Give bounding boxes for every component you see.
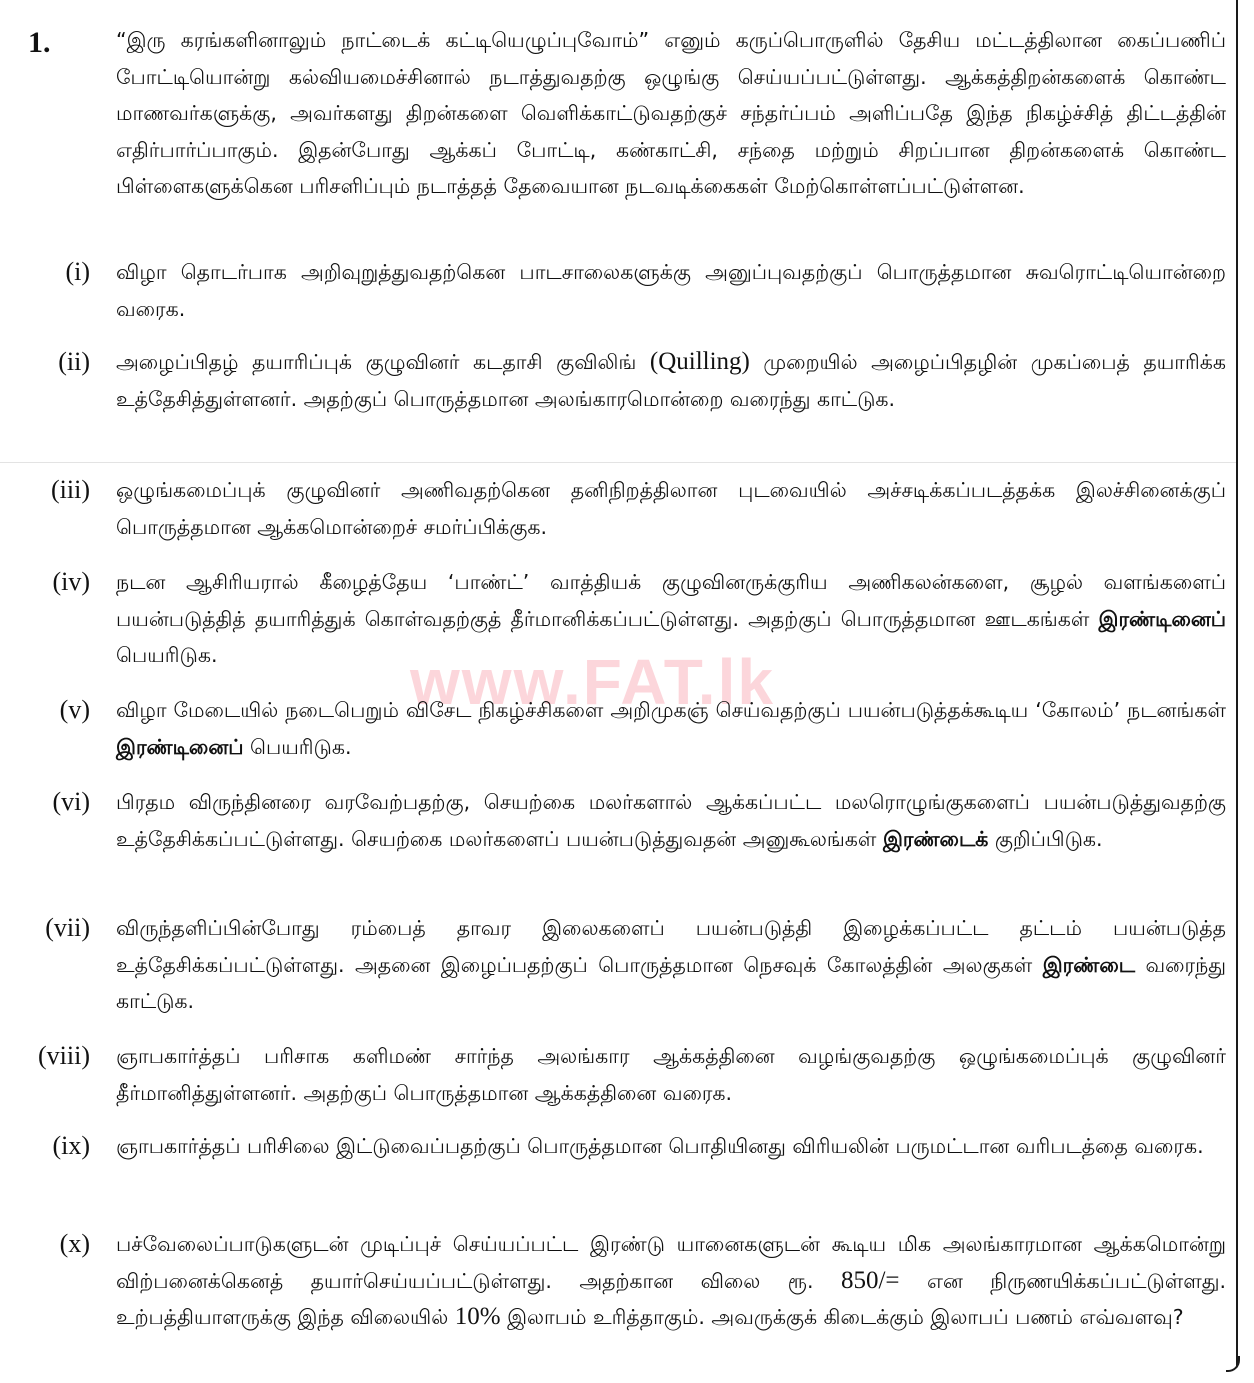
sub-question-text: விழா தொடர்பாக அறிவுறுத்துவதற்கென பாடசாலைகளுக்கு அனுப்புவதற்குப் பொருத்தமான சுவரொட்டியொன்றை வரைக. bbox=[116, 260, 1226, 321]
text-segment: குறிப்பிடுக. bbox=[988, 826, 1103, 851]
text-segment: பிரதம விருந்தினரை வரவேற்பதற்கு, செயற்கை மலர்களால் ஆக்கப்பட்ட மலரொழுங்குகளைப் பயன்படுத்துவதற்கு உத்தேசிக்கப்பட்டுள்ளது. செயற்கை மலர்களைப் பயன்படுத்துவதன் அனுகூலங்கள் bbox=[116, 790, 1226, 851]
sub-question-label: (ix) bbox=[52, 1131, 90, 1160]
sub-question-text bbox=[116, 564, 1226, 674]
price-value: 850/= bbox=[840, 1266, 900, 1294]
sub-question-label: (v) bbox=[59, 695, 90, 724]
page-border-corner bbox=[1226, 1356, 1240, 1372]
watermark: www.FAT.lk bbox=[410, 646, 775, 718]
sub-question-text bbox=[116, 344, 1226, 417]
sub-question-text bbox=[116, 910, 1226, 1020]
text-segment: இலாபம் உரித்தாகும். அவருக்குக் கிடைக்கும் இலாபப் பணம் எவ்வளவு? bbox=[500, 1305, 1184, 1329]
sub-question-label: (i) bbox=[65, 257, 90, 286]
sub-question-label: (vi) bbox=[52, 787, 90, 816]
sub-question-label: (ii) bbox=[58, 347, 90, 376]
latin-term: (Quilling) bbox=[649, 348, 750, 375]
emphasis-text: இரண்டைக் bbox=[882, 826, 989, 851]
sub-question-label: (vii) bbox=[45, 913, 90, 942]
emphasis-text: இரண்டினைப் bbox=[116, 734, 244, 759]
text-segment: முறையில் அழைப்பிதழின் முகப்பைத் தயாரிக்க உத்தேசித்துள்ளனர். அதற்குப் பொருத்தமான அலங்காரமொன்றை வரைந்து காட்டுக. bbox=[116, 350, 1226, 411]
text-segment: விழா மேடையில் நடைபெறும் விசேட நிகழ்ச்சிகளை அறிமுகஞ் செய்வதற்குப் பயன்படுத்தக்கூடிய ‘கோலம்’ நடனங்கள் bbox=[116, 698, 1226, 722]
text-segment: அழைப்பிதழ் தயாரிப்புக் குழுவினர் கடதாசி குவிலிங் bbox=[116, 350, 650, 374]
text-segment: என நிருணயிக்கப்பட்டுள்ளது. உற்பத்தியாளருக்கு இந்த விலையில் bbox=[116, 1268, 1227, 1329]
sub-question-label: (x) bbox=[59, 1229, 90, 1258]
sub-question-text: ஞாபகார்த்தப் பரிசிலை இட்டுவைப்பதற்குப் பொருத்தமான பொதியினது விரியலின் பருமட்டான வரிபடத்தை வரைக. bbox=[116, 1134, 1204, 1158]
question-number: 1. bbox=[28, 26, 51, 59]
sub-question-text: ஞாபகார்த்தப் பரிசாக களிமண் சார்ந்த அலங்கார ஆக்கத்தினை வழங்குவதற்கு ஒழுங்கமைப்புக் குழுவினர் தீர்மானித்துள்ளனர். அதற்குப் பொருத்தமான ஆக்கத்தினை வரைக. bbox=[116, 1044, 1226, 1105]
text-segment: நடன ஆசிரியரால் கீழைத்தேய ‘பாண்ட்’ வாத்தியக் குழுவினருக்குரிய அணிகலன்களை, சூழல் வளங்களைப் பயன்படுத்தித் தயாரித்துக் கொள்வதற்குத் தீர்மானிக்கப்பட்டுள்ளது. அதற்குப் பொருத்தமான ஊடகங்கள் bbox=[116, 570, 1226, 631]
text-segment: விருந்தளிப்பின்போது ரம்பைத் தாவர இலைகளைப் பயன்படுத்தி இழைக்கப்பட்ட தட்டம் பயன்படுத்த உத்தேசிக்கப்பட்டுள்ளது. அதனை இழைப்பதற்குப் பொருத்தமான நெசவுக் கோலத்தின் அலகுகள் bbox=[116, 916, 1226, 977]
sub-question-text bbox=[116, 1226, 1226, 1336]
emphasis-text: இரண்டை bbox=[1042, 952, 1136, 977]
sub-question-text: ஒழுங்கமைப்புக் குழுவினர் அணிவதற்கென தனிநிறத்திலான புடவையில் அச்சடிக்கப்படத்தக்க இலச்சினைக்குப் பொருத்தமான ஆக்கமொன்றைச் சமர்ப்பிக்குக. bbox=[116, 478, 1226, 539]
page-right-border bbox=[1236, 0, 1238, 1368]
sub-question-label: (iii) bbox=[51, 475, 90, 504]
question-stem: “இரு கரங்களினாலும் நாட்டைக் கட்டியெழுப்புவோம்” எனும் கருப்பொருளில் தேசிய மட்டத்திலான கைப்பணிப் போட்டியொன்று கல்வியமைச்சினால் நடாத்துவதற்கு ஒழுங்கு செய்யப்பட்டுள்ளது. ஆக்கத்திறன்களைக் கொண்ட மாணவர்களுக்கு, அவர்களது திறன்களை வெளிக்காட்டுவதற்குச் சந்தர்ப்பம் அளிப்பதே இந்த நிகழ்ச்சித் திட்டத்தின் எதிர்பார்ப்பாகும். இதன்போது ஆக்கப் போட்டி, கண்காட்சி, சந்தை மற்றும் சிறப்பான திறன்களைக் கொண்ட பிள்ளைகளுக்கென பரிசளிப்பும் நடாத்தத் தேவையான நடவடிக்கைகள் மேற்கொள்ளப்பட்டுள்ளன. bbox=[116, 28, 1226, 198]
text-segment: பெயரிடுக. bbox=[243, 734, 352, 759]
sub-question-text bbox=[116, 784, 1226, 857]
profit-percent: 10% bbox=[454, 1303, 501, 1330]
sub-question-label: (viii) bbox=[38, 1041, 90, 1070]
text-segment: வரைந்து காட்டுக. bbox=[116, 952, 1226, 1013]
scan-divider-line bbox=[0, 462, 1236, 463]
text-segment: பச்வேலைப்பாடுகளுடன் முடிப்புச் செய்யப்பட்ட இரண்டு யானைகளுடன் கூடிய மிக அலங்காரமான ஆக்கமொன்று விற்பனைக்கெனத் தயார்செய்யப்பட்டுள்ளது. அதற்கான விலை ரூ. bbox=[116, 1232, 1226, 1293]
sub-question-text bbox=[116, 692, 1226, 765]
text-segment: பெயரிடுக. bbox=[116, 643, 218, 667]
emphasis-text: இரண்டினைப் bbox=[1098, 606, 1226, 631]
sub-question-label: (iv) bbox=[52, 567, 90, 596]
